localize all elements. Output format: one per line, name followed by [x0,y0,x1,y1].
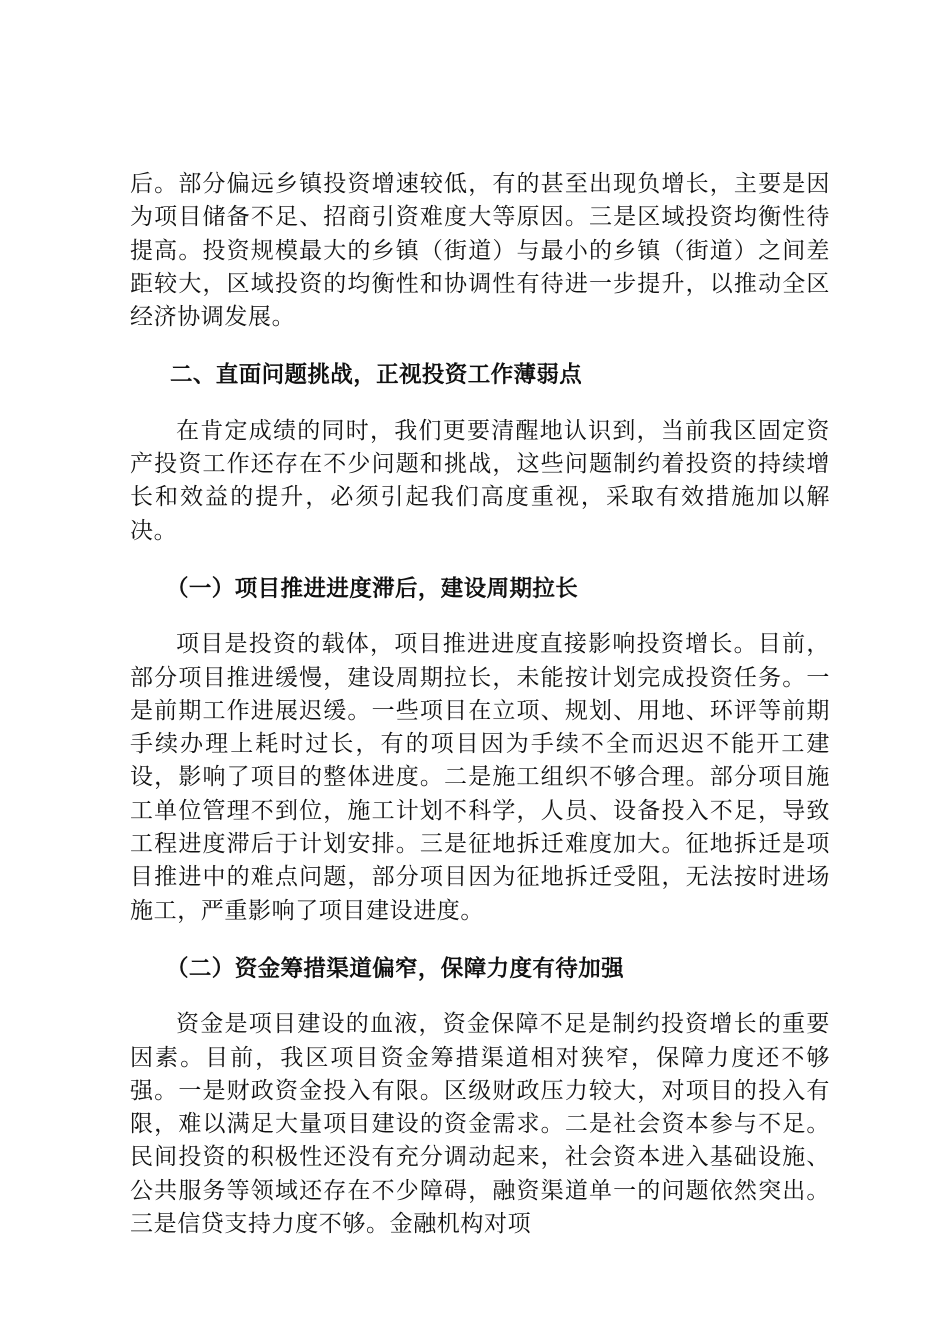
section-heading: 二、直面问题挑战，正视投资工作薄弱点 [170,362,583,389]
document-page [130,168,830,1241]
subsection-heading-2: （二）资金筹措渠道偏窄，保障力度有待加强 [166,955,625,982]
section-intro-paragraph: 在肯定成绩的同时，我们更要清醒地认识到，当前我区固定资产投资工作还存在不少问题和挑战，这些问题制约着投资的持续增长和效益的提升，必须引起我们高度重视，采取有效措施加以解决。 [130,417,830,544]
spacer [130,928,830,953]
subsection-paragraph-1: 项目是投资的载体，项目推进进度直接影响投资增长。目前，部分项目推进缓慢，建设周期拉长，未能按计划完成投资任务。一是前期工作进展迟缓。一些项目在立项、规划、用地、环评等前期手续办理上耗时过长，有的项目因为手续不全而迟迟不能开工建设，影响了项目的整体进度。二是施工组织不够合理。部分项目施工单位管理不到位，施工计划不科学，人员、设备投入不足，导致工程进度滞后于计划安排。三是征地拆迁难度加大。征地拆迁是项目推进中的难点问题，部分项目因为征地拆迁受阻，无法按时进场施工，严重影响了项目建设进度。 [130,631,830,924]
subsection-paragraph-2: 资金是项目建设的血液，资金保障不足是制约投资增长的重要因素。目前，我区项目资金筹措渠道相对狭窄，保障力度还不够强。一是财政资金投入有限。区级财政压力较大，对项目的投入有限，难以满足大量项目建设的资金需求。二是社会资本参与不足。民间投资的积极性还没有充分调动起来，社会资本进入基础设施、公共服务等领域还存在不少障碍，融资渠道单一的问题依然突出。三是信贷支持力度不够。金融机构对项 [130,1011,830,1238]
subsection-heading-1: （一）项目推进进度滞后，建设周期拉长 [166,575,579,602]
paragraph-continuation: 后。部分偏远乡镇投资增速较低，有的甚至出现负增长，主要是因为项目储备不足、招商引资难度大等原因。三是区域投资均衡性待提高。投资规模最大的乡镇（街道）与最小的乡镇（街道）之间差距较大，区域投资的均衡性和协调性有待进一步提升，以推动全区经济协调发展。 [130,171,830,331]
spacer [130,334,830,359]
spacer [130,393,830,415]
spacer [130,986,830,1008]
spacer [130,548,830,573]
spacer [130,606,830,628]
